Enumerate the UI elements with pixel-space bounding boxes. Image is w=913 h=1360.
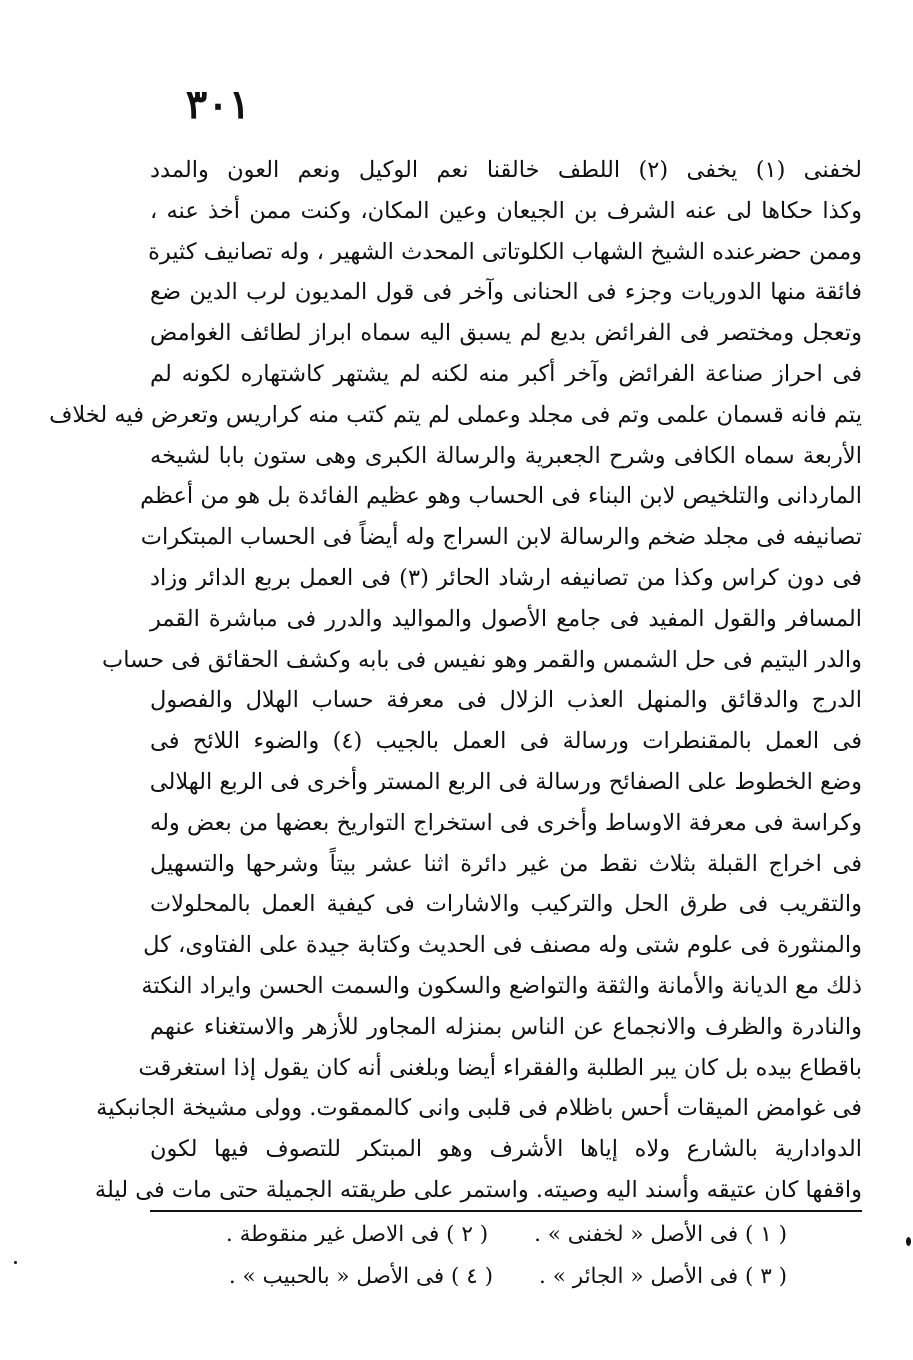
scan-speck — [906, 1237, 911, 1246]
text-line: ذلك مع الديانة والأمانة والثقة والتواضع والسكون والسمت الحسن وايراد النكتة — [141, 972, 862, 999]
text-line: المسافر والقول المفيد فى جامع الأصول والمواليد والدرر فى مباشرة القمر — [150, 605, 862, 632]
text-line: وكراسة فى معرفة الاوساط وأخرى فى استخراج التواريخ بعضها من بعض وله — [150, 809, 862, 836]
text-line: تصانيفه فى مجلد ضخم والرسالة لابن السراج وله أيضاً فى الحساب المبتكرات — [140, 524, 862, 551]
text-line: وضع الخطوط على الصفائح ورسالة فى الربع المستر وأخرى فى الربع الهلالى — [149, 768, 862, 795]
footnote-row — [150, 1214, 862, 1256]
text-line: والدر اليتيم فى حل الشمس والقمر وهو نفيس فى بابه وكشف الحقائق فى حساب — [102, 646, 862, 673]
text-line: وتعجل ومختصر فى الفرائض بديع لم يسبق اليه سماه ابراز لطائف الغوامض — [150, 320, 862, 347]
footnote-1: ( ١ ) فى الأصل « لخفنى » . — [534, 1222, 787, 1247]
text-line: الأربعة سماه الكافى وشرح الجعبرية والرسالة الكبرى وهى ستون بابا لشيخه — [150, 442, 862, 469]
text-line: يتم فانه قسمان علمى وتم فى مجلد وعملى لم يتم كتب منه كراريس وتعرض فيه لخلاف — [49, 401, 862, 428]
text-line: الماردانى والتلخيص لابن البناء فى الحساب وهو عظيم الفائدة بل هو من أعظم — [140, 483, 862, 510]
page-number: ٣٠١ — [185, 81, 251, 128]
footnotes — [150, 1214, 862, 1298]
footnote-2: ( ٢ ) فى الاصل غير منقوطة . — [225, 1222, 489, 1247]
scan-speck — [14, 1261, 17, 1264]
text-line: فى غوامض الميقات أحس باظلام فى قلبى وانى كالممقوت. وولى مشيخة الجانبكية — [96, 1095, 862, 1122]
footnote-divider — [150, 1210, 862, 1212]
text-line: الدرج والدقائق والمنهل العذب الزلال فى معرفة حساب الهلال والفصول — [150, 687, 862, 714]
body-text — [49, 150, 862, 1211]
text-line: وممن حضرعنده الشيخ الشهاب الكلوتاتى المحدث الشهير ، وله تصانيف كثيرة — [148, 238, 862, 265]
text-line: فى اخراج القبلة بثلاث نقط من غير دائرة اثنا عشر بيتاً وشرحها والتسهيل — [150, 850, 862, 877]
text-line: وكذا حكاها لى عنه الشرف بن الجيعان وعين المكان، وكنت ممن أخذ عنه ، — [150, 197, 862, 224]
text-line: واقفها كان عتيقه وأسند اليه وصيته. واستمر على طريقته الجميلة حتى مات فى ليلة — [94, 1176, 862, 1203]
text-line: فى دون كراس وكذا من تصانيفه ارشاد الحائر (٣) فى العمل بربع الدائر وزاد — [150, 564, 862, 591]
text-line: لخفنى (١) يخفى (٢) اللطف خالقنا نعم الوكيل ونعم العون والمدد — [150, 157, 862, 183]
text-line: فى احراز صناعة الفرائض وآخر أكبر منه لكنه لم يشتهر كاشتهاره لكونه لم — [150, 360, 862, 387]
text-line: والمنثورة فى علوم شتى وله مصنف فى الحديث وكتابة جيدة على الفتاوى، كل — [143, 932, 862, 959]
footnote-4: ( ٤ ) فى الأصل « بالحبيب » . — [228, 1264, 494, 1289]
text-line: والتقريب فى طرق الحل والتركيب والاشارات فى كيفية العمل بالمحلولات — [150, 891, 862, 918]
text-line: الدوادارية بالشارع ولاه إياها الأشرف وهو المبتكر للتصوف فيها لكون — [150, 1136, 862, 1163]
footnote-3: ( ٣ ) فى الأصل « الجائر » . — [539, 1264, 787, 1289]
text-line: فى العمل بالمقنطرات ورسالة فى العمل بالجيب (٤) والضوء اللائح فى — [150, 728, 862, 755]
footnote-row — [150, 1256, 862, 1298]
text-line: فائقة منها الدوريات وجزء فى الحنانى وآخر فى قول المديون لرب الدين ضع — [150, 279, 862, 306]
text-line: باقطاع بيده بل كان يبر الطلبة والفقراء أيضا وبلغنى أنه كان يقول إذا استغرقت — [138, 1054, 862, 1081]
text-line: والنادرة والظرف والانجماع عن الناس بمنزله المجاور للأزهر والاستغناء عنهم — [150, 1013, 862, 1040]
